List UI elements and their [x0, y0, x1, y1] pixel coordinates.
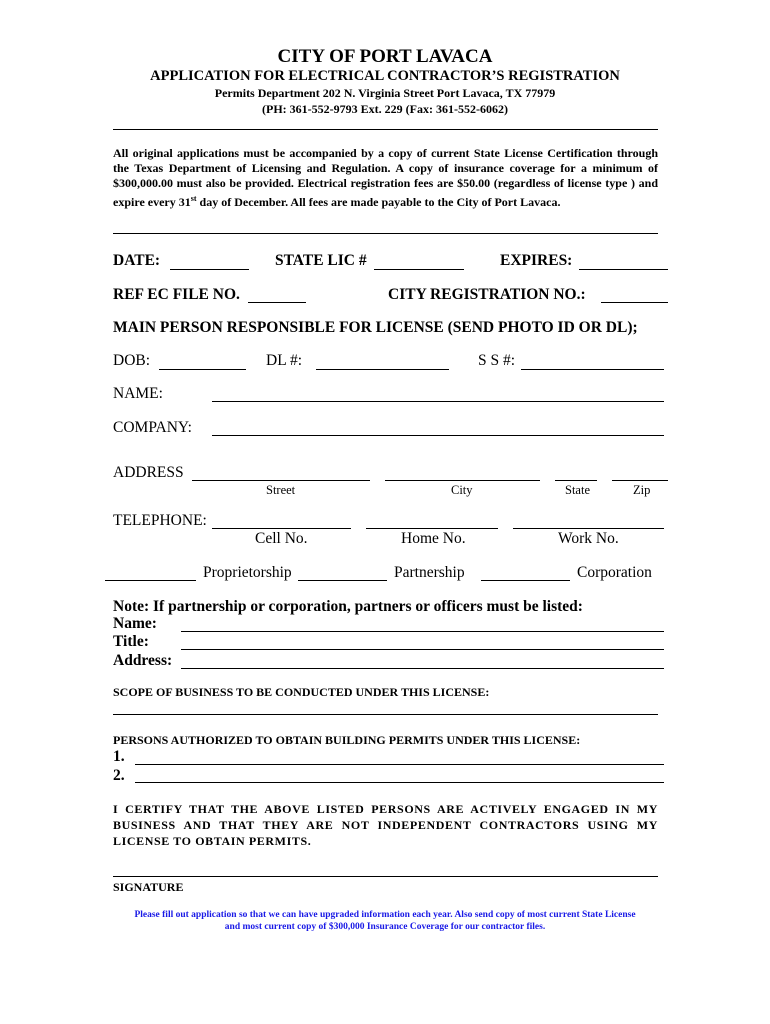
- state-caption: State: [565, 483, 590, 497]
- state-lic-label: STATE LIC #: [275, 252, 367, 269]
- name-field[interactable]: [212, 401, 664, 402]
- ref-ec-field[interactable]: [248, 302, 306, 303]
- partner-name-label: Name:: [113, 615, 157, 632]
- city-field[interactable]: [385, 480, 540, 481]
- department-address: Permits Department 202 N. Virginia Street Port Lavaca, TX 77979: [214, 86, 556, 100]
- cell-field[interactable]: [212, 528, 351, 529]
- partner-address-label: Address:: [113, 652, 173, 669]
- partner-title-label: Title:: [113, 633, 149, 650]
- city-reg-label: CITY REGISTRATION NO.:: [388, 286, 586, 303]
- main-person-heading: MAIN PERSON RESPONSIBLE FOR LICENSE (SEND PHOTO ID OR DL);: [113, 319, 638, 336]
- person-2-field[interactable]: [135, 782, 664, 783]
- zip-caption: Zip: [633, 483, 651, 497]
- date-label: DATE:: [113, 252, 161, 269]
- dob-field[interactable]: [159, 369, 246, 370]
- dob-label: DOB:: [113, 352, 151, 369]
- company-label: COMPANY:: [113, 419, 192, 436]
- instructions-superscript: st: [190, 194, 197, 203]
- ssn-label: S S #:: [478, 352, 516, 369]
- city-caption: City: [451, 483, 473, 497]
- certification-statement: I CERTIFY THAT THE ABOVE LISTED PERSONS ARE ACTIVELY ENGAGED IN MY BUSINESS AND THAT THEY ARE NOT INDEPENDENT CONTRACTORS USING MY LICENSE TO OBTAIN PERMITS.: [113, 802, 658, 848]
- home-caption: Home No.: [401, 530, 466, 547]
- name-label: NAME:: [113, 385, 163, 402]
- instructions-paragraph: [113, 146, 658, 210]
- dl-label: DL #:: [266, 352, 303, 369]
- city-reg-field[interactable]: [601, 302, 668, 303]
- street-field[interactable]: [192, 480, 370, 481]
- scope-field[interactable]: [113, 714, 658, 715]
- proprietorship-field[interactable]: [105, 580, 196, 581]
- instructions-text-1: All original applications must be accompanied by a copy of current State License Certification through the Texas Department of Licensing and Regulation. A copy of insurance coverage for a minimum of $300,000.00 must also be provided. Electrical registration fees are $50.00 (regardless of license type ) and expire every 31: [113, 146, 658, 209]
- work-field[interactable]: [513, 528, 664, 529]
- street-caption: Street: [266, 483, 296, 497]
- person-1-label: 1.: [113, 748, 125, 765]
- signature-field[interactable]: [113, 876, 658, 877]
- partnership-field[interactable]: [298, 580, 387, 581]
- footer-note-line-2: and most current copy of $300,000 Insurance Coverage for our contractor files.: [224, 922, 546, 932]
- telephone-label: TELEPHONE:: [113, 512, 207, 529]
- partner-title-field[interactable]: [181, 649, 664, 650]
- partner-address-field[interactable]: [181, 668, 664, 669]
- person-2-label: 2.: [113, 767, 125, 784]
- work-caption: Work No.: [558, 530, 619, 547]
- city-name: CITY OF PORT LAVACA: [277, 46, 493, 67]
- company-field[interactable]: [212, 435, 664, 436]
- department-phone: (PH: 361-552-9793 Ext. 229 (Fax: 361-552-6062): [262, 102, 508, 116]
- partners-note: Note: If partnership or corporation, partners or officers must be listed:: [113, 598, 583, 615]
- cell-caption: Cell No.: [255, 530, 308, 547]
- ref-ec-label: REF EC FILE NO.: [113, 286, 240, 303]
- persons-heading: PERSONS AUTHORIZED TO OBTAIN BUILDING PERMITS UNDER THIS LICENSE:: [113, 733, 581, 747]
- address-label: ADDRESS: [113, 464, 184, 481]
- scope-heading: SCOPE OF BUSINESS TO BE CONDUCTED UNDER THIS LICENSE:: [113, 685, 490, 699]
- divider: [113, 233, 658, 234]
- state-field[interactable]: [555, 480, 597, 481]
- state-lic-field[interactable]: [374, 269, 464, 270]
- zip-field[interactable]: [612, 480, 668, 481]
- home-field[interactable]: [366, 528, 498, 529]
- corporation-label: Corporation: [577, 564, 652, 581]
- divider: [113, 129, 658, 130]
- ssn-field[interactable]: [521, 369, 664, 370]
- partner-name-field[interactable]: [181, 631, 664, 632]
- proprietorship-label: Proprietorship: [203, 564, 292, 581]
- dl-field[interactable]: [316, 369, 449, 370]
- signature-label: SIGNATURE: [113, 880, 184, 894]
- date-field[interactable]: [170, 269, 249, 270]
- person-1-field[interactable]: [135, 764, 664, 765]
- corporation-field[interactable]: [481, 580, 570, 581]
- expires-field[interactable]: [579, 269, 668, 270]
- form-title: APPLICATION FOR ELECTRICAL CONTRACTOR’S REGISTRATION: [150, 68, 620, 84]
- expires-label: EXPIRES:: [500, 252, 573, 269]
- footer-note-line-1: Please fill out application so that we can have upgraded information each year. Also send copy of most current State License: [134, 910, 636, 920]
- instructions-text-2: day of December. All fees are made payable to the City of Port Lavaca.: [196, 195, 561, 209]
- partnership-label: Partnership: [394, 564, 465, 581]
